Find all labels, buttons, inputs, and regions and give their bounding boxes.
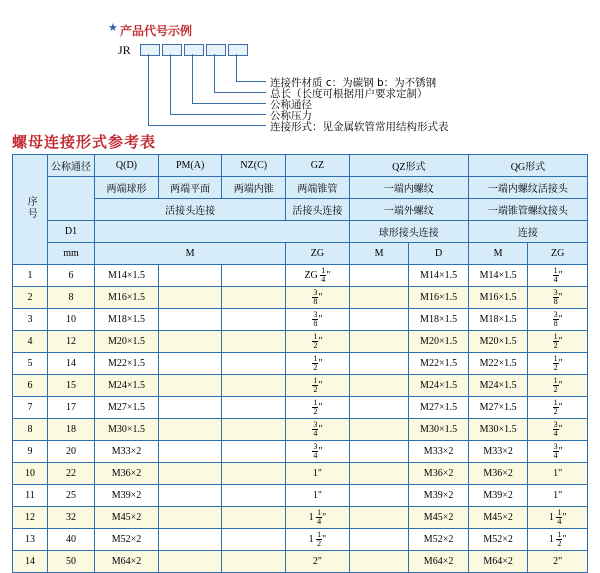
code-box-4 (206, 44, 226, 56)
cell-pm (158, 353, 222, 375)
code-box-2 (162, 44, 182, 56)
header-gz-name: 两端锥管 (286, 177, 350, 199)
cell-qz-d: M27×1.5 (409, 397, 469, 419)
cell-dn: 12 (47, 331, 94, 353)
cell-qg-zg: $\frac{3}{8}$ " (528, 309, 588, 331)
cell-qg-zg: $\frac{3}{4}$ " (528, 419, 588, 441)
cell-seq: 12 (13, 507, 48, 529)
cell-seq: 3 (13, 309, 48, 331)
legend-label-length: 总长（长度可根据用户要求定制） (270, 88, 428, 100)
cell-pm (158, 441, 222, 463)
header-unit-qz-d: D (409, 243, 469, 265)
cell-pm (158, 331, 222, 353)
cell-qz-m (349, 265, 409, 287)
code-box-3 (184, 44, 204, 56)
cell-seq: 1 (13, 265, 48, 287)
header-unit-qz-m: M (349, 243, 409, 265)
header-qz-name2: 一端外螺纹 (349, 199, 468, 221)
cell-qz-m (349, 529, 409, 551)
cell-nz (222, 441, 286, 463)
header-unit-qg-m: M (468, 243, 528, 265)
cell-nz (222, 375, 286, 397)
cell-q: M39×2 (95, 485, 159, 507)
cell-qz-m (349, 397, 409, 419)
legend-label-conn-type: 连接形式：见金属软管常用结构形式表 (270, 121, 449, 133)
table-row (13, 287, 588, 309)
cell-seq: 13 (13, 529, 48, 551)
header-unit-qg-zg: ZG (528, 243, 588, 265)
cell-seq: 11 (13, 485, 48, 507)
cell-qg-m: M24×1.5 (468, 375, 528, 397)
header-qz-name: 一端内螺纹 (349, 177, 468, 199)
cell-q: M30×1.5 (95, 419, 159, 441)
cell-qz-d: M20×1.5 (409, 331, 469, 353)
cell-gz: 1 $\frac{1}{2}$ " (286, 529, 350, 551)
cell-dn: 22 (47, 463, 94, 485)
cell-q: M52×2 (95, 529, 159, 551)
cell-pm (158, 397, 222, 419)
table-row (13, 441, 588, 463)
cell-gz: $\frac{3}{8}$ " (286, 309, 350, 331)
header-qz-sub: 球形接头连接 (349, 221, 468, 243)
cell-seq: 2 (13, 287, 48, 309)
cell-qg-zg: 1" (528, 463, 588, 485)
cell-qz-d: M22×1.5 (409, 353, 469, 375)
header-qg-name: 一端内螺纹活接头 (468, 177, 587, 199)
cell-gz: $\frac{1}{2}$ " (286, 331, 350, 353)
leader-v-5 (148, 54, 149, 126)
table-row (13, 309, 588, 331)
cell-seq: 5 (13, 353, 48, 375)
header-unit-m: M (95, 243, 286, 265)
cell-nz (222, 353, 286, 375)
cell-pm (158, 485, 222, 507)
cell-q: M18×1.5 (95, 309, 159, 331)
cell-qz-m (349, 485, 409, 507)
cell-dn: 8 (47, 287, 94, 309)
cell-dn: 18 (47, 419, 94, 441)
cell-qz-m (349, 441, 409, 463)
code-box-1 (140, 44, 160, 56)
cell-seq: 14 (13, 551, 48, 573)
cell-qg-m: M16×1.5 (468, 287, 528, 309)
cell-seq: 6 (13, 375, 48, 397)
cell-pm (158, 551, 222, 573)
cell-qz-m (349, 507, 409, 529)
cell-qg-m: M39×2 (468, 485, 528, 507)
cell-qz-d: M14×1.5 (409, 265, 469, 287)
table-header-sub (13, 199, 588, 221)
cell-q: M16×1.5 (95, 287, 159, 309)
cell-qz-m (349, 463, 409, 485)
cell-qz-d: M30×1.5 (409, 419, 469, 441)
header-group-nz: NZ(C) (222, 155, 286, 177)
cell-qg-m: M64×2 (468, 551, 528, 573)
header-q-name: 两端球形 (95, 177, 159, 199)
cell-qz-m (349, 551, 409, 573)
table-row (13, 397, 588, 419)
leader-h-5 (148, 125, 266, 126)
cell-q: M45×2 (95, 507, 159, 529)
cell-nz (222, 397, 286, 419)
cell-qg-m: M30×1.5 (468, 419, 528, 441)
cell-qz-d: M16×1.5 (409, 287, 469, 309)
legend-label-pressure: 公称压力 (270, 110, 312, 122)
header-unit-mm: mm (47, 243, 94, 265)
cell-q: M36×2 (95, 463, 159, 485)
cell-dn: 15 (47, 375, 94, 397)
table-header-d1 (13, 221, 588, 243)
table-title: 螺母连接形式参考表 (12, 133, 157, 151)
cell-gz: $\frac{1}{2}$ " (286, 353, 350, 375)
cell-seq: 8 (13, 419, 48, 441)
leader-h-4 (170, 114, 266, 115)
cell-dn: 10 (47, 309, 94, 331)
leader-h-1 (236, 81, 266, 82)
header-pm-name: 两端平面 (158, 177, 222, 199)
cell-gz: 2" (286, 551, 350, 573)
cell-qg-zg: $\frac{3}{4}$ " (528, 441, 588, 463)
cell-gz: $\frac{3}{8}$ " (286, 287, 350, 309)
cell-qz-m (349, 287, 409, 309)
cell-nz (222, 485, 286, 507)
cell-nz (222, 309, 286, 331)
leader-h-3 (192, 103, 266, 104)
header-blank-mid (95, 221, 350, 243)
cell-qz-d: M64×2 (409, 551, 469, 573)
header-qg-sub: 连接 (468, 221, 587, 243)
cell-qg-zg: $\frac{3}{8}$ " (528, 287, 588, 309)
table-row (13, 485, 588, 507)
header-group-pm: PM(A) (158, 155, 222, 177)
cell-qg-zg: $\frac{1}{2}$ " (528, 331, 588, 353)
table-row (13, 507, 588, 529)
cell-dn: 6 (47, 265, 94, 287)
product-code-legend (0, 0, 600, 133)
cell-dn: 40 (47, 529, 94, 551)
cell-qz-d: M36×2 (409, 463, 469, 485)
cell-dn: 25 (47, 485, 94, 507)
leader-v-4 (170, 54, 171, 115)
table-row (13, 419, 588, 441)
header-sub-gz: 活接头连接 (286, 199, 350, 221)
cell-gz: $\frac{3}{4}$ " (286, 441, 350, 463)
cell-qz-m (349, 353, 409, 375)
cell-qg-zg: 2" (528, 551, 588, 573)
header-unit-zg: ZG (286, 243, 350, 265)
header-seq: 序号 (13, 155, 48, 265)
leader-v-2 (214, 54, 215, 93)
cell-dn: 32 (47, 507, 94, 529)
cell-qg-zg: 1 $\frac{1}{2}$ " (528, 529, 588, 551)
cell-qg-m: M36×2 (468, 463, 528, 485)
cell-qg-zg: $\frac{1}{4}$ " (528, 265, 588, 287)
cell-qg-zg: 1 $\frac{1}{4}$ " (528, 507, 588, 529)
cell-qz-m (349, 419, 409, 441)
leader-v-3 (192, 54, 193, 104)
cell-qg-zg: $\frac{1}{2}$ " (528, 353, 588, 375)
cell-qg-m: M27×1.5 (468, 397, 528, 419)
cell-nz (222, 265, 286, 287)
legend-title: 产品代号示例 (120, 24, 193, 38)
cell-nz (222, 287, 286, 309)
cell-dn: 20 (47, 441, 94, 463)
cell-pm (158, 507, 222, 529)
header-nz-name: 两端内锥 (222, 177, 286, 199)
cell-qg-m: M14×1.5 (468, 265, 528, 287)
cell-seq: 9 (13, 441, 48, 463)
cell-qz-m (349, 309, 409, 331)
leader-h-2 (214, 92, 266, 93)
cell-qg-m: M18×1.5 (468, 309, 528, 331)
cell-pm (158, 463, 222, 485)
table-row (13, 353, 588, 375)
cell-gz: 1" (286, 463, 350, 485)
cell-qz-d: M24×1.5 (409, 375, 469, 397)
cell-qg-m: M52×2 (468, 529, 528, 551)
cell-qg-zg: 1" (528, 485, 588, 507)
cell-seq: 7 (13, 397, 48, 419)
cell-pm (158, 529, 222, 551)
cell-pm (158, 419, 222, 441)
cell-gz: 1 $\frac{1}{4}$ " (286, 507, 350, 529)
table-row (13, 463, 588, 485)
cell-q: M24×1.5 (95, 375, 159, 397)
cell-gz: ZG $\frac{1}{4}$ " (286, 265, 350, 287)
header-group-qz: QZ形式 (349, 155, 468, 177)
table-row (13, 529, 588, 551)
cell-nz (222, 463, 286, 485)
cell-dn: 17 (47, 397, 94, 419)
code-prefix: JR (118, 43, 131, 57)
cell-pm (158, 265, 222, 287)
cell-nz (222, 551, 286, 573)
legend-label-dn: 公称通径 (270, 99, 312, 111)
cell-qz-d: M39×2 (409, 485, 469, 507)
cell-pm (158, 309, 222, 331)
cell-qg-m: M20×1.5 (468, 331, 528, 353)
cell-pm (158, 287, 222, 309)
nut-connection-table (12, 154, 588, 573)
cell-seq: 4 (13, 331, 48, 353)
cell-q: M20×1.5 (95, 331, 159, 353)
cell-gz: $\frac{3}{4}$ " (286, 419, 350, 441)
cell-qg-zg: $\frac{1}{2}$ " (528, 397, 588, 419)
table-row (13, 551, 588, 573)
cell-gz: $\frac{1}{2}$ " (286, 397, 350, 419)
cell-q: M33×2 (95, 441, 159, 463)
cell-qz-d: M33×2 (409, 441, 469, 463)
header-group-q: Q(D) (95, 155, 159, 177)
cell-nz (222, 331, 286, 353)
table-header-units (13, 243, 588, 265)
table-row (13, 331, 588, 353)
cell-dn: 14 (47, 353, 94, 375)
header-sub-q-pm-nz: 活接头连接 (95, 199, 286, 221)
header-d1: D1 (47, 221, 94, 243)
header-group-qg: QG形式 (468, 155, 587, 177)
cell-nz (222, 529, 286, 551)
cell-qz-m (349, 331, 409, 353)
cell-pm (158, 375, 222, 397)
cell-q: M22×1.5 (95, 353, 159, 375)
cell-q: M14×1.5 (95, 265, 159, 287)
cell-qz-d: M18×1.5 (409, 309, 469, 331)
header-dn-blank (47, 177, 94, 221)
cell-gz: 1" (286, 485, 350, 507)
cell-nz (222, 507, 286, 529)
cell-qz-m (349, 375, 409, 397)
star-icon: ★ (108, 22, 118, 34)
cell-qz-d: M45×2 (409, 507, 469, 529)
cell-gz: $\frac{1}{2}$ " (286, 375, 350, 397)
cell-nz (222, 419, 286, 441)
cell-qg-m: M33×2 (468, 441, 528, 463)
cell-q: M64×2 (95, 551, 159, 573)
cell-q: M27×1.5 (95, 397, 159, 419)
cell-qg-m: M22×1.5 (468, 353, 528, 375)
table-header-codes (13, 155, 588, 177)
header-dn-cn: 公称通径 (47, 155, 94, 177)
legend-label-material: 连接件材质 c：为碳钢 b：为不锈钢 (270, 77, 437, 89)
table-row (13, 375, 588, 397)
cell-qz-d: M52×2 (409, 529, 469, 551)
header-qg-name2: 一端锥管螺纹接头 (468, 199, 587, 221)
header-group-gz: GZ (286, 155, 350, 177)
cell-seq: 10 (13, 463, 48, 485)
table-row (13, 265, 588, 287)
cell-dn: 50 (47, 551, 94, 573)
cell-qg-zg: $\frac{1}{2}$ " (528, 375, 588, 397)
table-header-names (13, 177, 588, 199)
cell-qg-m: M45×2 (468, 507, 528, 529)
code-box-5 (228, 44, 248, 56)
leader-v-1 (236, 54, 237, 82)
